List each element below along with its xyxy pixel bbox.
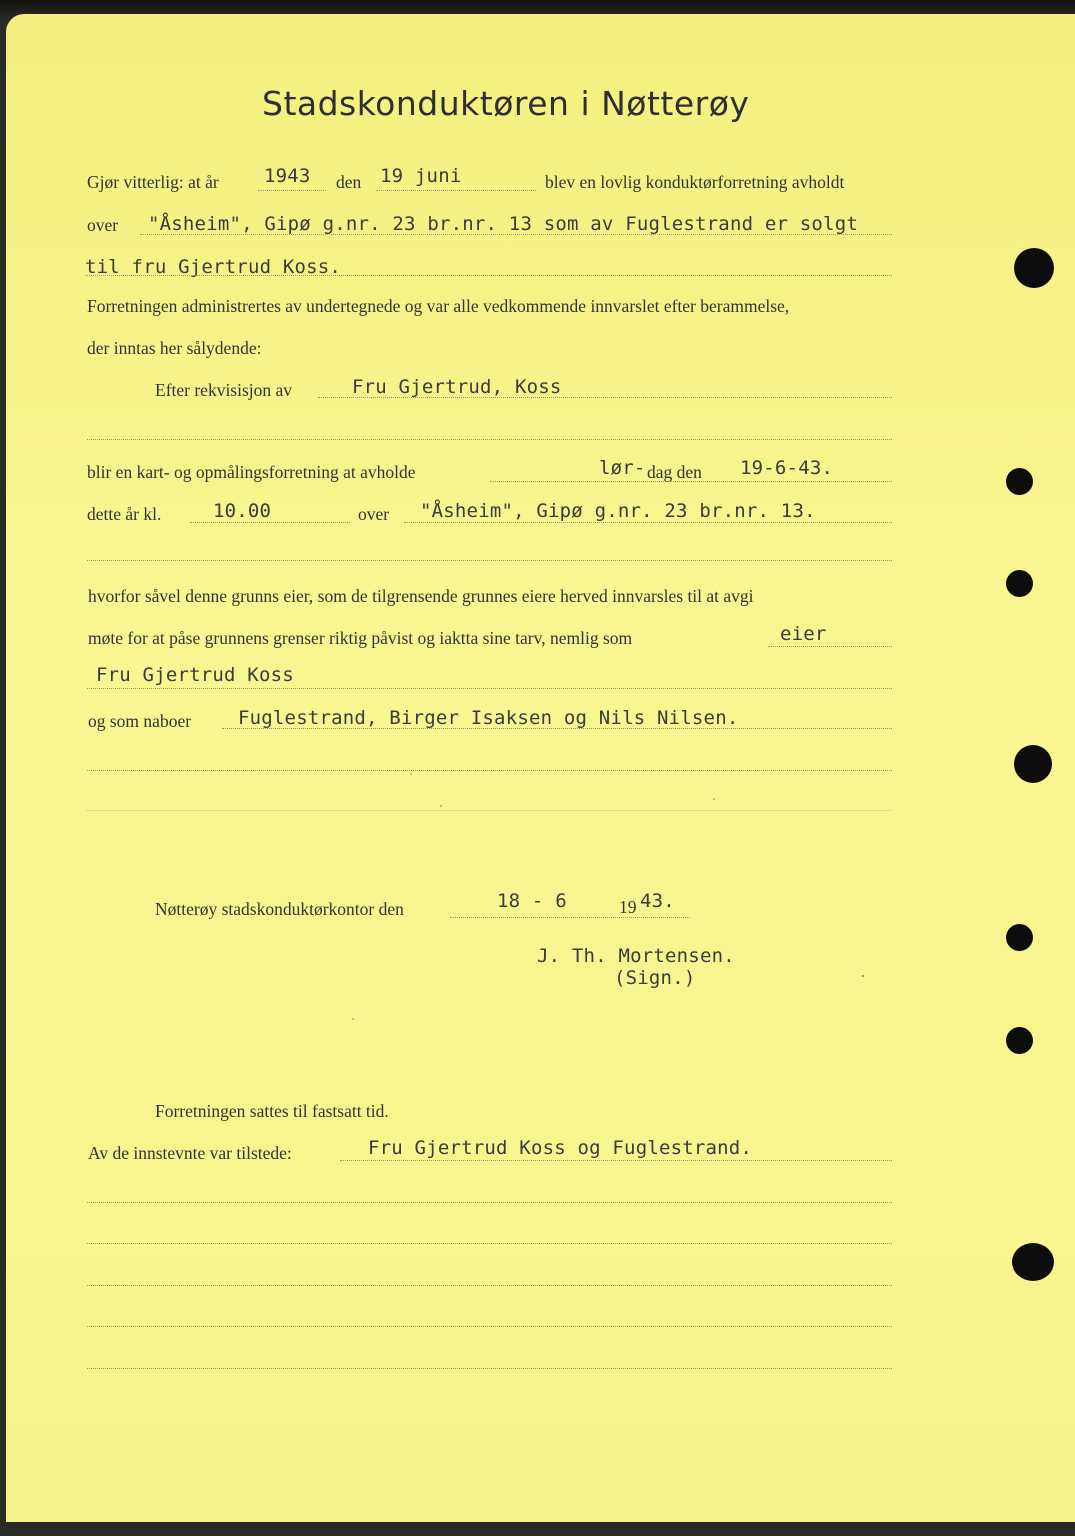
signer-name: J. Th. Mortensen. xyxy=(537,945,735,967)
present-value: Fru Gjertrud Koss og Fuglestrand. xyxy=(368,1137,753,1159)
role-line xyxy=(768,646,892,647)
sign-date-value: 18 - 6 xyxy=(497,890,567,912)
blank-line-6 xyxy=(87,1243,892,1244)
date-line xyxy=(376,190,536,191)
label-naboer: og som naboer xyxy=(88,711,192,731)
punch-hole xyxy=(1006,468,1033,495)
label-over: over xyxy=(87,215,119,235)
time-value: 10.00 xyxy=(213,500,272,522)
label-present: Av de innstevnte var tilstede: xyxy=(88,1143,292,1163)
punch-hole xyxy=(1006,1027,1033,1054)
notice-text-1: hvorfor såvel denne grunns eier, som de tilgrensende grunnes eiere herved innvarsles til at avgi xyxy=(88,586,754,606)
property-line-1-rule xyxy=(140,234,892,235)
blank-line-8 xyxy=(87,1326,892,1327)
punch-hole xyxy=(1014,745,1052,783)
punch-hole xyxy=(1014,248,1054,288)
label-rekvisisjon: Efter rekvisisjon av xyxy=(155,380,293,400)
blank-line-1 xyxy=(87,439,892,440)
present-line xyxy=(340,1160,892,1161)
notice-text-2: møte for at påse grunnens grenser riktig påvist og iaktta sine tarv, nemlig som xyxy=(88,628,633,648)
requester-value: Fru Gjertrud, Koss xyxy=(352,376,562,398)
label-den: den xyxy=(336,172,362,192)
survey-property-value: "Åsheim", Gipø g.nr. 23 br.nr. 13. xyxy=(420,500,816,522)
blank-line-5 xyxy=(87,1202,892,1203)
label-gjor-vitterlig: Gjør vitterlig: at år xyxy=(87,172,219,192)
year-value: 1943 xyxy=(264,165,311,187)
survey-date-value: 19-6-43. xyxy=(740,457,834,479)
label-over-2: over xyxy=(358,504,390,524)
blank-line-2 xyxy=(87,560,892,561)
requester-line xyxy=(318,397,892,398)
blank-line-9 xyxy=(87,1368,892,1369)
property-line-1: "Åsheim", Gipø g.nr. 23 br.nr. 13 som av Fuglestrand er solgt xyxy=(148,213,858,235)
label-office-date: Nøtterøy stadskonduktørkontor den xyxy=(155,899,404,919)
weekday-value: lør- xyxy=(599,457,646,479)
sign-year-value: 43. xyxy=(640,890,675,912)
neighbours-value: Fuglestrand, Birger Isaksen og Nils Nilsen. xyxy=(238,707,739,729)
punch-hole xyxy=(1006,924,1033,951)
scan-speck xyxy=(410,773,412,775)
admin-text-2: der inntas her sålydende: xyxy=(87,338,262,358)
blank-line-4 xyxy=(87,810,892,811)
closing-text: Forretningen sattes til fastsatt tid. xyxy=(155,1101,389,1121)
document-page xyxy=(6,14,1075,1522)
role-value: eier xyxy=(780,623,827,645)
scan-speck xyxy=(440,805,442,807)
neighbours-line xyxy=(222,728,892,729)
year-line xyxy=(258,190,326,191)
scan-speck xyxy=(352,1018,354,1020)
punch-hole xyxy=(1006,570,1033,597)
label-dag-den: dag den xyxy=(647,462,702,482)
sign-year-prefix: 19 xyxy=(619,897,637,917)
label-blir: blir en kart- og opmålingsforretning at avholde xyxy=(87,462,416,482)
sign-note: (Sign.) xyxy=(614,967,696,989)
owner-line xyxy=(87,688,892,689)
punch-hole xyxy=(1012,1243,1054,1281)
owner-value: Fru Gjertrud Koss xyxy=(96,664,294,686)
scan-speck xyxy=(713,798,715,800)
property-line-2: til fru Gjertrud Koss. xyxy=(85,256,342,278)
date-value: 19 juni xyxy=(380,165,462,187)
admin-text-1: Forretningen administrertes av undertegnede og var alle vedkommende innvarslet efter berammelse, xyxy=(87,296,790,316)
scan-speck xyxy=(862,975,864,977)
property-line-2-rule xyxy=(85,275,892,276)
label-dette-ar: dette år kl. xyxy=(87,504,162,524)
blank-line-3 xyxy=(87,770,892,771)
survey-property-line xyxy=(404,522,892,523)
page-title: Stadskonduktøren i Nøtterøy xyxy=(262,84,750,123)
sign-date-line xyxy=(450,917,690,918)
survey-date-line xyxy=(490,481,892,482)
blank-line-7 xyxy=(87,1285,892,1286)
time-line xyxy=(190,522,350,523)
label-blev: blev en lovlig konduktørforretning avholdt xyxy=(545,172,845,192)
